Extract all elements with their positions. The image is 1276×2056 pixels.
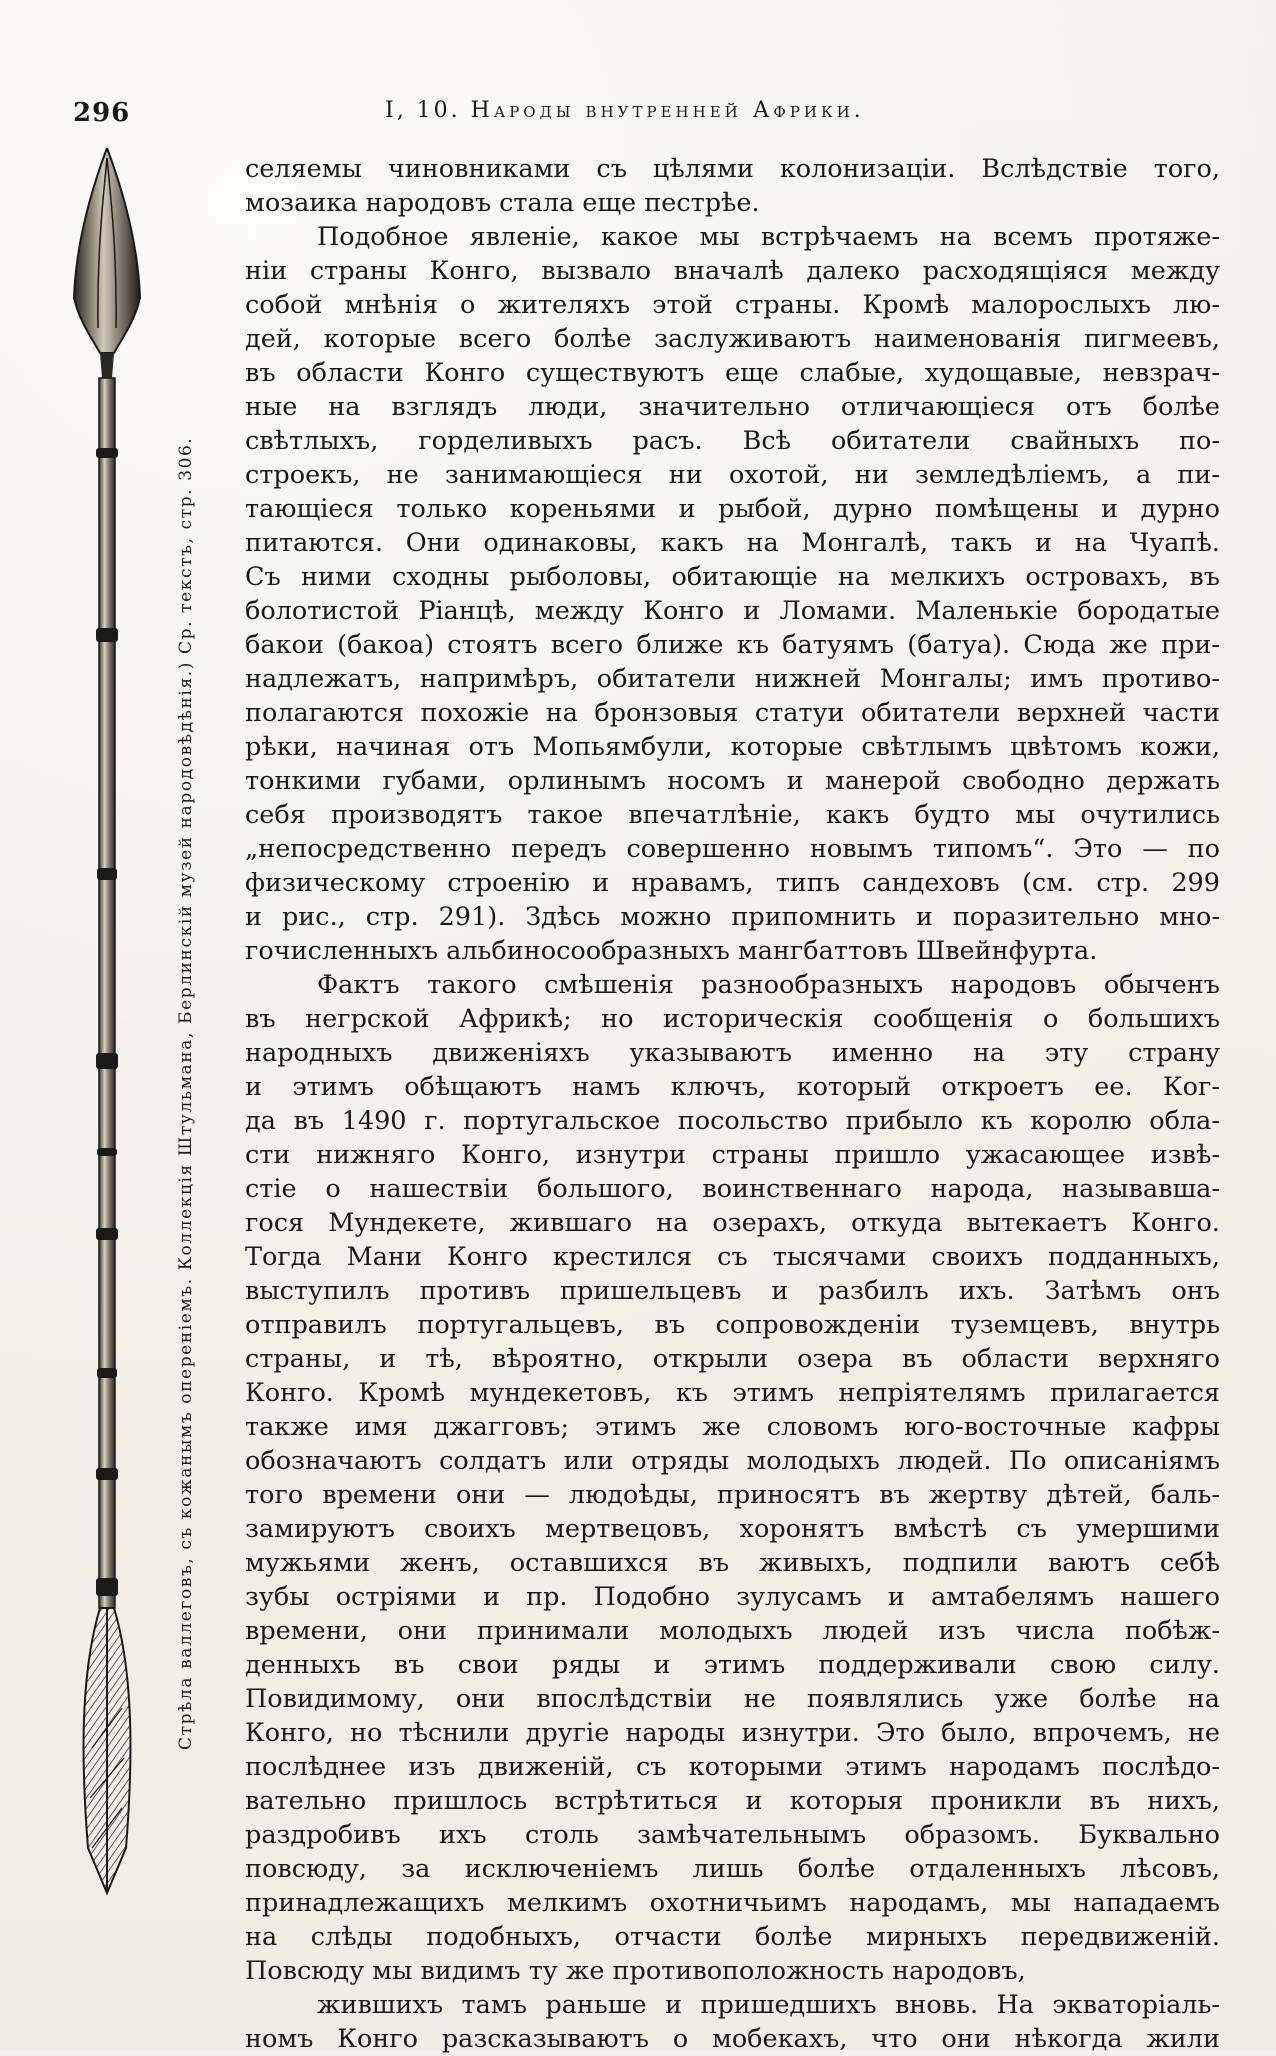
text-line: свѣтлыхъ, горделивыхъ расъ. Всѣ обитатели свайныхъ по- bbox=[245, 426, 1220, 456]
text-line: послѣднее изъ движеній, съ которыми этимъ народамъ послѣдо- bbox=[245, 1752, 1220, 1782]
text-line: стіе о нашествіи большого, воинственнаго народа, называвша- bbox=[245, 1174, 1220, 1204]
body-text bbox=[245, 152, 1220, 2056]
text-line: выступилъ противъ пришельцевъ и разбилъ ихъ. Затѣмъ онъ bbox=[245, 1276, 1220, 1306]
text-line: того времени они — людоѣды, приносятъ въ жертву дѣтей, баль- bbox=[245, 1480, 1220, 1510]
text-line: гочисленныхъ альбиносообразныхъ мангбаттовъ Швейнфурта. bbox=[245, 936, 1098, 966]
text-line: страны, и тѣ, вѣроятно, открыли озера въ области верхняго bbox=[245, 1344, 1220, 1374]
text-line: Тогда Мани Конго крестился съ тысячами своихъ подданныхъ, bbox=[245, 1242, 1220, 1272]
text-line: да въ 1490 г. португальское посольство прибыло къ королю обла- bbox=[245, 1106, 1220, 1136]
text-line: рѣки, начиная отъ Мопьямбули, которые свѣтлымъ цвѣтомъ кожи, bbox=[245, 732, 1220, 762]
running-head-title: Народы внутренней Африки. bbox=[470, 98, 865, 123]
text-line: тающіеся только кореньями и рыбой, дурно помѣщены и дурно bbox=[245, 494, 1220, 524]
page-number: 296 bbox=[73, 98, 131, 128]
text-line: времени, они принимали молодыхъ людей изъ числа побѣж- bbox=[245, 1616, 1220, 1646]
text-line: жившихъ тамъ раньше и пришедшихъ вновь. На экваторіаль- bbox=[317, 1990, 1220, 2020]
text-line: въ негрской Африкѣ; но историческія сообщенія о большихъ bbox=[245, 1004, 1220, 1034]
text-line: дей, которые всего болѣе заслуживаютъ наименованія пигмеевъ, bbox=[245, 324, 1220, 354]
text-line: ные на взглядъ люди, значительно отличающіеся отъ болѣе bbox=[245, 392, 1220, 422]
text-line: Конго, но тѣснили другіе народы изнутри. Это было, впрочемъ, не bbox=[245, 1718, 1220, 1748]
running-head-prefix: I, 10. bbox=[385, 98, 461, 123]
text-line: Съ ними сходны рыболовы, обитающіе на мелкихъ островахъ, въ bbox=[245, 562, 1220, 592]
text-line: принадлежащихъ мелкимъ охотничьимъ народамъ, мы нападаемъ bbox=[245, 1888, 1220, 1918]
text-line: номъ Конго разсказываютъ о мобекахъ, что они нѣкогда жили bbox=[245, 2024, 1220, 2054]
text-line: повсюду, за исключеніемъ лишь болѣе отдаленныхъ лѣсовъ, bbox=[245, 1854, 1220, 1884]
text-line: строекъ, не занимающіеся ни охотой, ни земледѣліемъ, а пи- bbox=[245, 460, 1220, 490]
text-line: надлежатъ, напримѣръ, обитатели нижней Монгалы; имъ противо- bbox=[245, 664, 1220, 694]
text-line: народныхъ движеніяхъ указываютъ именно на эту страну bbox=[245, 1038, 1220, 1068]
text-line: тонкими губами, орлинымъ носомъ и манерой свободно держать bbox=[245, 766, 1220, 796]
text-line: также имя джагговъ; этимъ же словомъ юго-восточные кафры bbox=[245, 1412, 1220, 1442]
text-line: ніи страны Конго, вызвало вначалѣ далеко расходящіяся между bbox=[245, 256, 1220, 286]
text-line: Конго. Кромѣ мундекетовъ, къ этимъ непріятелямъ прилагается bbox=[245, 1378, 1220, 1408]
text-line: гося Мундекете, жившаго на озерахъ, откуда вытекаетъ Конго. bbox=[245, 1208, 1220, 1238]
text-line: питаются. Они одинаковы, какъ на Монгалѣ, такъ и на Чуапѣ. bbox=[245, 528, 1220, 558]
text-line: зубы остріями и пр. Подобно зулусамъ и амтабелямъ нашего bbox=[245, 1582, 1220, 1612]
text-line: замируютъ своихъ мертвецовъ, хоронятъ вмѣстѣ съ умершими bbox=[245, 1514, 1220, 1544]
text-line: Повсюду мы видимъ ту же противоположность народовъ, bbox=[245, 1956, 1026, 1986]
text-line: и этимъ обѣщаютъ намъ ключъ, который откроетъ ее. Ког- bbox=[245, 1072, 1220, 1102]
text-line: вательно пришлось встрѣтиться и которыя проникли въ нихъ, bbox=[245, 1786, 1220, 1816]
text-line: Повидимому, они впослѣдствіи не появлялись уже болѣе на bbox=[245, 1684, 1220, 1714]
text-line: и рис., стр. 291). Здѣсь можно припомнить и поразительно мно- bbox=[245, 902, 1220, 932]
text-line: болотистой Ріанцѣ, между Конго и Ломами. Маленькіе бородатые bbox=[245, 596, 1220, 626]
text-line: денныхъ въ свои ряды и этимъ поддерживали свою силу. bbox=[245, 1650, 1220, 1680]
text-line: обозначаютъ солдатъ или отряды молодыхъ людей. По описаніямъ bbox=[245, 1446, 1220, 1476]
text-line: отправилъ португальцевъ, въ сопровожденіи туземцевъ, внутрь bbox=[245, 1310, 1220, 1340]
text-line: „непосредственно передъ совершенно новымъ типомъ“. Это — по bbox=[245, 834, 1220, 864]
text-line: себя производятъ такое впечатлѣніе, какъ будто мы очутились bbox=[245, 800, 1220, 830]
text-line: Фактъ такого смѣшенія разнообразныхъ народовъ обыченъ bbox=[317, 970, 1220, 1000]
illustration-caption: Стрѣла валлеговъ, съ кожанымъ опереніемъ. Коллекція Штульмана, Берлинскій музей народовѣдѣнія.) Ср. текстъ, стр. 306. bbox=[176, 436, 196, 1750]
arrow-illustration-icon bbox=[62, 148, 152, 1908]
text-line: собой мнѣнія о жителяхъ этой страны. Кромѣ малорослыхъ лю- bbox=[245, 290, 1220, 320]
text-line: физическому строенію и нравамъ, типъ сандеховъ (см. стр. 299 bbox=[245, 868, 1220, 898]
text-line: мужьями женъ, оставшихся въ живыхъ, подпили ваютъ себѣ bbox=[245, 1548, 1220, 1578]
text-line: селяемы чиновниками съ цѣлями колонизаціи. Вслѣдствіе того, bbox=[245, 154, 1220, 184]
text-line: раздробивъ ихъ столь замѣчательнымъ образомъ. Буквально bbox=[245, 1820, 1220, 1850]
text-line: въ области Конго существуютъ еще слабые, худощавые, невзрач- bbox=[245, 358, 1220, 388]
text-line: Подобное явленіе, какое мы встрѣчаемъ на всемъ протяже- bbox=[317, 222, 1220, 252]
text-line: бакои (бакоа) стоятъ всего ближе къ батуямъ (батуа). Сюда же при- bbox=[245, 630, 1220, 660]
text-line: сти нижняго Конго, изнутри страны пришло ужасающее извѣ- bbox=[245, 1140, 1220, 1170]
text-line: мозаика народовъ стала еще пестрѣе. bbox=[245, 188, 760, 218]
running-head bbox=[385, 98, 865, 123]
text-line: на слѣды подобныхъ, отчасти болѣе мирныхъ передвиженій. bbox=[245, 1922, 1220, 1952]
text-line: полагаются похожіе на бронзовыя статуи обитатели верхней части bbox=[245, 698, 1220, 728]
